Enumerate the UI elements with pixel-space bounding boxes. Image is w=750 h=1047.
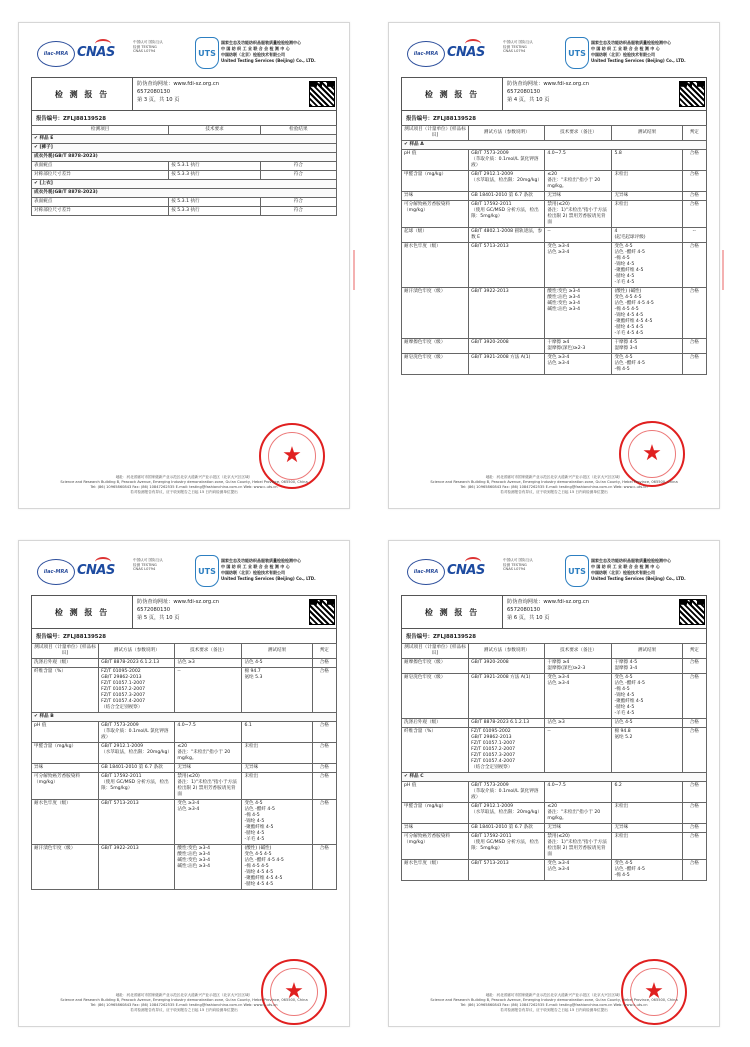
section-row [32,713,337,722]
organization-name: 国家生态及功能纺织品服装质量检验检测中心 中 国 纺 织 工 业 联 合 会 检 测 中 心 中国纺联（北京）检验技术有限公司 United Testing Services (Beijing) Co., LTD. [221,40,316,63]
report-title: 检 测 报 告 [402,78,503,110]
column-header: 测试项目（计量单位）[样品标识] [402,644,469,659]
table-cell: 沾色 ≥3 [175,659,242,668]
table-cell: 合格 [312,764,336,773]
cnas-accreditation-text: 中国认可 国际互认 检测 TESTING CNAS L0794 [133,40,163,54]
qr-code-icon[interactable] [309,599,335,625]
table-cell: 无异味 [545,824,612,833]
table-cell: 变色 ≥3-4 沾色 ≥3-4 [545,243,612,288]
report-sheet [401,595,707,881]
table-cell: 棉 94.8 氨纶 5.2 [612,728,682,773]
section-label: 成衣外观(GB/T 8878-2023) [32,153,337,162]
inspection-seal-icon: ★ [621,959,687,1025]
organization-name: 国家生态及功能纺织品服装质量检验检测中心 中 国 纺 织 工 业 联 合 会 检 测 中 心 中国纺联（北京）检验技术有限公司 United Testing Services (Beijing) Co., LTD. [591,558,686,581]
table-cell: 干摩擦 4-5 湿摩擦 3-4 [612,339,682,354]
report-title: 检 测 报 告 [32,596,133,628]
table-cell: 合格 [682,171,706,192]
inspection-seal-icon: ★ [259,423,325,489]
table-cell: 合格 [682,201,706,228]
column-header: 判定 [312,644,336,659]
table-cell: 无异味 [175,764,242,773]
section-row [402,141,707,150]
table-row [402,803,707,824]
section-label: ✔ 样品 B [32,713,337,722]
table-cell: 合格 [682,719,706,728]
table-cell: 合格 [682,339,706,354]
table-cell: GB/T 8878-2023 6.1.2.13 [99,659,175,668]
table-cell: -- [682,228,706,243]
table-cell: GB/T 17592-2011 （使用 GC/MSD 分析方法，检出限：5mg/kg） [469,201,545,228]
organization-name: 国家生态及功能纺织品服装质量检验检测中心 中 国 纺 织 工 业 联 合 会 检 测 中 心 中国纺联（北京）检验技术有限公司 United Testing Services (Beijing) Co., LTD. [221,558,316,581]
table-cell: 甲醛含量（mg/kg） [402,803,469,824]
table-cell: GB/T 7573-2009 （萃取介质：0.1mol/L 氯化钾溶液） [99,722,175,743]
table-cell: 无异味 [242,764,312,773]
report-sheet [31,595,337,890]
table-header-row [32,644,337,659]
report-header [31,595,337,629]
table-cell: 异味 [32,764,99,773]
table-cell: 耐摩擦色牢度（级） [402,659,469,674]
table-cell: 合格 [682,192,706,201]
section-row [32,135,337,144]
table-cell: 变色 4-5 沾色 -醋纤 4-5 -棉 4-5 -锦纶 4-5 -聚酯纤维 4-5 -腈纶 4-5 -羊毛 4-5 [612,243,682,288]
table-row [32,207,337,216]
table-cell: pH 值 [32,722,99,743]
table-cell: 变色 ≥3-4 沾色 ≥3-4 [175,800,242,845]
table-cell: 合格 [682,243,706,288]
table-cell: 变色 4-5 沾色 -醋纤 4-5 -棉 4-5 [612,354,682,375]
table-row [402,243,707,288]
table-cell: GB/T 17592-2011 （使用 GC/MSD 分析方法，检出限：5mg/kg） [99,773,175,800]
table-cell: GB/T 2912.1-2009 （水萃取法，检出限：20mg/kg） [99,743,175,764]
page-footer: 地址：河北省廊坊市国家级新产业示范区北京大道新兴产业示范区（北京大兴区区域） Science and Research Building B, Peacock Avenue, Emerging Industry demonstration zone, Gu'an County, Hebei Province, 065500, China Tel: (86) 10965860843 Fax: (86) 10847262535 E-mail: testing@fashionchina.com.cn Web: www.c-uts.cn 若对检测报告有异议，应于收到报告之日起 15 日内向检测单位提出 [430,475,678,494]
table-cell: 变色 ≥3-4 沾色 ≥3-4 [545,354,612,375]
table-row [32,659,337,668]
table-cell: pH 值 [402,782,469,803]
table-row [402,674,707,719]
table-cell: 洗涤后外观（级） [32,659,99,668]
table-cell: GB/T 17592-2011 （使用 GC/MSD 分析方法，检出限：5mg/kg） [469,833,545,860]
column-header: 技术要求（备注） [175,644,242,659]
column-header: 测试项目（计量单位）[样品标识] [32,644,99,659]
table-cell: 合格 [312,659,336,668]
table-cell: 按 5.3.3 执行 [169,171,261,180]
table-cell: GB/T 3920-2008 [469,659,545,674]
table-cell: 棉 94.7 氨纶 5.3 [242,668,312,713]
table-cell: 合格 [312,773,336,800]
section-label: 成衣外观(GB/T 8878-2023) [32,189,337,198]
logo-bar [37,555,331,587]
table-row [32,800,337,845]
table-cell: 按 5.3.3 执行 [169,207,261,216]
table-row [32,171,337,180]
table-row [402,171,707,192]
table-cell: 合格 [312,668,336,713]
table-cell: ≤20 备注："未检出"指小于 20 mg/kg。 [545,171,612,192]
table-cell: 禁用(≤20) 备注：1)"未检出"指小于方法检出限 2) 禁用芳香胺请见背面 [545,833,612,860]
table-row [402,728,707,773]
table-cell: 符合 [260,207,336,216]
table-cell: 未检出 [242,743,312,764]
table-row [402,659,707,674]
table-cell: 合格 [682,150,706,171]
ilac-mra-logo-icon: ilac-MRA [37,559,75,585]
table-cell: 干摩擦 ≥4 湿摩擦(深色)≥2-3 [545,339,612,354]
table-cell: GB/T 7573-2009 （萃取介质：0.1mol/L 氯化钾溶液） [469,782,545,803]
table-cell: 干摩擦 ≥4 湿摩擦(深色)≥2-3 [545,659,612,674]
section-label: ✔ [上衣] [32,180,337,189]
table-cell: 6.2 [612,782,682,803]
table-cell: GB/T 2912.1-2009 （水萃取法，检出限：20mg/kg） [469,171,545,192]
section-label: ✔ 样品 C [402,773,707,782]
cnas-logo-icon: CNAS [447,557,501,585]
table-row [402,201,707,228]
table-cell: 合格 [682,674,706,719]
table-cell: 合格 [682,824,706,833]
table-cell: GB/T 3922-2013 [469,288,545,339]
table-cell: 5.8 [612,150,682,171]
table-row [402,833,707,860]
table-cell: 异味 [402,192,469,201]
table-header-row [402,126,707,141]
table-cell: GB/T 7573-2009 （萃取介质：0.1mol/L 氯化钾溶液） [469,150,545,171]
column-header: 测试结果 [242,644,312,659]
table-cell: 变色 ≥3-4 沾色 ≥3-4 [545,674,612,719]
cnas-logo-icon: CNAS [77,39,131,67]
table-cell: GB/T 5713-2013 [99,800,175,845]
table-cell: 沾色 ≥3 [545,719,612,728]
section-row [402,773,707,782]
table-cell: 变色 4-5 沾色 -醋纤 4-5 -棉 4-5 -锦纶 4-5 -聚酯纤维 4-5 -腈纶 4-5 -羊毛 4-5 [242,800,312,845]
report-header [401,77,707,111]
uts-logo-icon: UTS [195,37,219,69]
table-cell: GB/T 5713-2013 [469,243,545,288]
table-cell: GB/T 2912.1-2009 （水萃取法，检出限：20mg/kg） [469,803,545,824]
table-header-row [32,126,337,135]
table-row [402,339,707,354]
table-row [32,722,337,743]
table-cell: GB/T 5713-2013 [469,860,545,881]
inspection-seal-icon: ★ [261,959,327,1025]
table-cell: GB 18401-2010 第 6.7 条款 [469,192,545,201]
page-number: 第 3 页，共 10 页 [137,97,180,103]
table-header-row [402,644,707,659]
table-cell: 未检出 [242,773,312,800]
seam-stamp-mark [718,250,724,290]
table-cell: 合格 [682,833,706,860]
table-cell: GB/T 3921-2008 方法 A(1) [469,674,545,719]
report-number: 报告编号：ZFLJ88139528 [406,634,476,640]
seam-stamp-mark [349,250,355,290]
verify-url: 防伪查询网址：www.fdi-sz.org.cn [137,81,220,87]
report-header [31,77,337,111]
column-header: 技术要求（备注） [545,644,612,659]
table-cell: 可分解致癌芳香胺染料（mg/kg） [402,201,469,228]
ilac-mra-logo-icon: ilac-MRA [407,559,445,585]
table-cell: 变色 4-5 沾色 -醋纤 4-5 -棉 4-5 [612,860,682,881]
column-header: 技术要求（备注） [545,126,612,141]
column-header: 测试方法（参数说明） [99,644,175,659]
uts-logo-icon: UTS [195,555,219,587]
table-cell: GB/T 3921-2008 方法 A(1) [469,354,545,375]
table-cell: 酸性:变色 ≥3-4 酸性:沾色 ≥3-4 碱性:变色 ≥3-4 碱性:沾色 ≥3-4 [175,845,242,890]
table-cell: FZ/T 01095-2002 GB/T 29862-2013 FZ/T 01057.1-2007 FZ/T 01057.2-2007 FZ/T 01057.3-2007 FZ/T 01057.4-2007 （结合全定别视察） [469,728,545,773]
table-cell: 异味 [402,824,469,833]
report-page-4 [388,540,720,1027]
table-cell: 合格 [682,354,706,375]
table-cell: 合格 [312,722,336,743]
cnas-accreditation-text: 中国认可 国际互认 检测 TESTING CNAS L0794 [503,558,533,572]
table-cell: 对称部位尺寸差异 [32,207,169,216]
table-cell: 符合 [260,198,336,207]
table-cell: -- [175,668,242,713]
table-row [402,192,707,201]
table-cell: 对称部位尺寸差异 [32,171,169,180]
table-cell: 无异味 [612,824,682,833]
section-row [32,153,337,162]
table-cell: 禁用(≤20) 备注：1)"未检出"指小于方法检出限 2) 禁用芳香胺请见背面 [175,773,242,800]
table-cell: 干摩擦 4-5 湿摩擦 3-4 [612,659,682,674]
uts-logo-icon: UTS [565,555,589,587]
page-number: 第 4 页，共 10 页 [507,97,550,103]
table-cell: (酸性) (碱性) 变色 4-5 4-5 沾色 -醋纤 4-5 4-5 -棉 4-5 4-5 -锦纶 4-5 4-5 -聚酯纤维 4-5 4-5 -腈纶 4-5 4-5 -羊毛 4-5 4-5 [612,288,682,339]
table-cell: (酸性) (碱性) 变色 4-5 4-5 沾色 -醋纤 4-5 4-5 -棉 4-5 4-5 -锦纶 4-5 4-5 -聚酯纤维 4-5 4-5 -腈纶 4-5 4-5 [242,845,312,890]
table-cell: 表面疵点 [32,198,169,207]
table-row [402,824,707,833]
table-cell: 无异味 [612,192,682,201]
table-cell: 合格 [312,743,336,764]
verify-url: 防伪查询网址：www.fdi-sz.org.cn [137,599,220,605]
table-cell: 耐皂洗色牢度（级） [402,674,469,719]
section-label: ✔ 样品 A [402,141,707,150]
results-table [31,643,337,890]
table-cell: 沾色 4-5 [242,659,312,668]
table-cell: 合格 [682,728,706,773]
table-cell: GB 18401-2010 第 6.7 条款 [99,764,175,773]
cnas-logo-icon: CNAS [447,39,501,67]
table-cell: -- [545,728,612,773]
table-cell: 起球（级） [402,228,469,243]
verify-url: 防伪查询网址：www.fdi-sz.org.cn [507,599,590,605]
cnas-accreditation-text: 中国认可 国际互认 检测 TESTING CNAS L0794 [133,558,163,572]
page-footer: 地址：河北省廊坊市国家级新产业示范区北京大道新兴产业示范区（北京大兴区区域） Science and Research Building B, Peacock Avenue, Emerging Industry demonstration zone, Gu'an County, Hebei Province, 065500, China Tel: (86) 10965860843 Fax: (86) 10847262535 E-mail: testing@fashionchina.com.cn Web: www.c-uts.cn 若对检测报告有异议，应于收到报告之日起 15 日内向检测单位提出 [430,993,678,1012]
table-row [402,860,707,881]
table-row [32,743,337,764]
table-cell: 合格 [682,803,706,824]
table-cell: 未检出 [612,833,682,860]
table-cell: 耐水色牢度（级） [402,243,469,288]
table-cell: 可分解致癌芳香胺染料（mg/kg） [402,833,469,860]
results-table [401,643,707,881]
table-cell: ≤20 备注："未检出"指小于 20 mg/kg。 [175,743,242,764]
verify-code: 6572080130 [137,89,171,95]
page-number: 第 6 页，共 10 页 [507,615,550,621]
table-cell: FZ/T 01095-2002 GB/T 29862-2013 FZ/T 01057.1-2007 FZ/T 01057.2-2007 FZ/T 01057.3-2007 FZ/T 01057.4-2007 （结合全定别视察） [99,668,175,713]
table-cell: ≤20 备注："未检出"指小于 20 mg/kg。 [545,803,612,824]
report-number: 报告编号：ZFLJ88139528 [36,634,106,640]
verify-code: 6572080130 [507,89,541,95]
report-title: 检 测 报 告 [402,596,503,628]
column-header: 检测项目 [32,126,169,135]
table-cell: 沾色 4-5 [612,719,682,728]
cnas-logo-icon: CNAS [77,557,131,585]
table-cell: GB/T 3922-2013 [99,845,175,890]
section-row [32,180,337,189]
table-cell: 禁用(≤20) 备注：1)"未检出"指小于方法检出限 2) 禁用芳香胺请见背面 [545,201,612,228]
report-header [401,595,707,629]
logo-bar [407,37,701,69]
section-row [32,144,337,153]
column-header: 测试结果 [612,644,682,659]
table-cell: 耐摩擦色牢度（级） [402,339,469,354]
table-cell: 洗涤后外观（级） [402,719,469,728]
report-page-1 [18,22,350,509]
table-cell: 合格 [312,845,336,890]
table-row [32,162,337,171]
table-cell: -- [545,228,612,243]
verify-url: 防伪查询网址：www.fdi-sz.org.cn [507,81,590,87]
table-cell: 变色 4-5 沾色 -醋纤 4-5 -棉 4-5 -锦纶 4-5 -聚酯纤维 4-5 -腈纶 4-5 -羊毛 4-5 [612,674,682,719]
results-table [401,125,707,375]
table-cell: 耐水色牢度（级） [32,800,99,845]
table-row [32,668,337,713]
qr-code-icon[interactable] [309,81,335,107]
uts-logo-icon: UTS [565,37,589,69]
verify-code: 6572080130 [507,607,541,613]
section-row [32,189,337,198]
table-row [32,845,337,890]
table-cell: 甲醛含量（mg/kg） [32,743,99,764]
column-header: 测试项目（计量单位）[样品标识] [402,126,469,141]
table-cell: GB 18401-2010 第 6.7 条款 [469,824,545,833]
report-page-2 [388,22,720,509]
table-row [402,719,707,728]
report-number: 报告编号：ZFLJ88139528 [36,116,106,122]
table-cell: 合格 [682,288,706,339]
table-cell: 合格 [682,860,706,881]
table-cell: 可分解致癌芳香胺染料（mg/kg） [32,773,99,800]
table-cell: GB/T 4802.1-2008 圆轨迹法，参数 E [469,228,545,243]
table-cell: 耐皂洗色牢度（级） [402,354,469,375]
table-cell: 合格 [682,659,706,674]
table-cell: 耐汗渍色牢度（级） [402,288,469,339]
table-cell: 按 5.3.1 执行 [169,198,261,207]
column-header: 判定 [682,126,706,141]
report-sheet [401,77,707,375]
column-header: 技术要求 [169,126,261,135]
logo-bar [407,555,701,587]
table-cell: 4 (起毛起球评级) [612,228,682,243]
table-row [402,782,707,803]
table-row [32,773,337,800]
results-table [31,125,337,216]
qr-code-icon[interactable] [679,81,705,107]
table-row [402,288,707,339]
table-cell: GB/T 8878-2023 6.1.2.13 [469,719,545,728]
page-footer: 地址：河北省廊坊市国家级新产业示范区北京大道新兴产业示范区（北京大兴区区域） Science and Research Building B, Peacock Avenue, Emerging Industry demonstration zone, Gu'an County, Hebei Province, 065500, China Tel: (86) 10965860843 Fax: (86) 10847262535 E-mail: testing@fashionchina.com.cn Web: www.c-uts.cn 若对检测报告有异议，应于收到报告之日起 15 日内向检测单位提出 [60,475,308,494]
table-cell: 无异味 [545,192,612,201]
ilac-mra-logo-icon: ilac-MRA [407,41,445,67]
section-label: ✔ 样品 E [32,135,337,144]
cnas-accreditation-text: 中国认可 国际互认 检测 TESTING CNAS L0794 [503,40,533,54]
page-number: 第 5 页，共 10 页 [137,615,180,621]
table-cell: 符合 [260,171,336,180]
verify-code: 6572080130 [137,607,171,613]
table-cell: pH 值 [402,150,469,171]
table-cell: 未检出 [612,803,682,824]
table-cell: 纤维含量（%） [32,668,99,713]
table-row [32,764,337,773]
organization-name: 国家生态及功能纺织品服装质量检验检测中心 中 国 纺 织 工 业 联 合 会 检 测 中 心 中国纺联（北京）检验技术有限公司 United Testing Services (Beijing) Co., LTD. [591,40,686,63]
column-header: 测试方法（参数说明） [469,644,545,659]
table-cell: 按 5.3.1 执行 [169,162,261,171]
report-number: 报告编号：ZFLJ88139528 [406,116,476,122]
table-cell: 酸性:变色 ≥3-4 酸性:沾色 ≥3-4 碱性:变色 ≥3-4 碱性:沾色 ≥3-4 [545,288,612,339]
table-cell: 耐水色牢度（级） [402,860,469,881]
table-cell: 表面疵点 [32,162,169,171]
table-cell: GB/T 3920-2008 [469,339,545,354]
report-title: 检 测 报 告 [32,78,133,110]
column-header: 测试方法（参数说明） [469,126,545,141]
inspection-seal-icon: ★ [619,421,685,487]
column-header: 判定 [682,644,706,659]
table-cell: 合格 [682,782,706,803]
table-cell: 6.1 [242,722,312,743]
report-page-3 [18,540,350,1027]
section-label: ✔ [裤子] [32,144,337,153]
report-sheet [31,77,337,216]
table-cell: 变色 ≥3-4 沾色 ≥3-4 [545,860,612,881]
qr-code-icon[interactable] [679,599,705,625]
column-header: 检验结果 [260,126,336,135]
table-cell: 耐汗渍色牢度（级） [32,845,99,890]
table-row [402,354,707,375]
table-row [402,150,707,171]
table-cell: 纤维含量（%） [402,728,469,773]
table-row [402,228,707,243]
page-footer: 地址：河北省廊坊市国家级新产业示范区北京大道新兴产业示范区（北京大兴区区域） Science and Research Building B, Peacock Avenue, Emerging Industry demonstration zone, Gu'an County, Hebei Province, 065500, China Tel: (86) 10965860843 Fax: (86) 10847262535 E-mail: testing@fashionchina.com.cn Web: www.c-uts.cn 若对检测报告有异议，应于收到报告之日起 15 日内向检测单位提出 [60,993,308,1012]
table-cell: 甲醛含量（mg/kg） [402,171,469,192]
table-cell: 4.0~7.5 [545,150,612,171]
table-cell: 4.0~7.5 [175,722,242,743]
table-cell: 合格 [312,800,336,845]
column-header: 测试结果 [612,126,682,141]
table-cell: 未检出 [612,201,682,228]
table-cell: 未检出 [612,171,682,192]
table-row [32,198,337,207]
logo-bar [37,37,331,69]
table-cell: 4.0~7.5 [545,782,612,803]
table-cell: 符合 [260,162,336,171]
ilac-mra-logo-icon: ilac-MRA [37,41,75,67]
